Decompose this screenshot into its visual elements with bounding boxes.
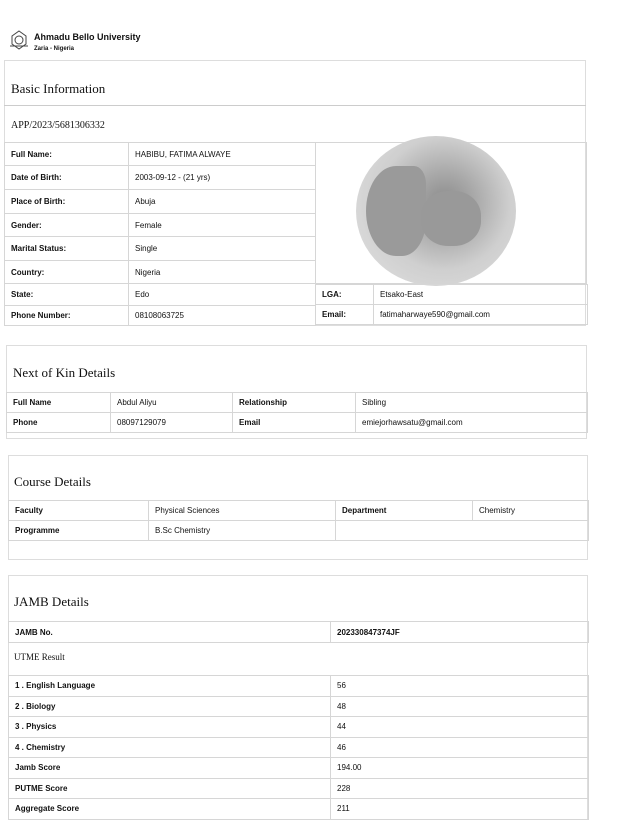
table-row [9, 778, 589, 799]
table-row [5, 190, 316, 214]
basic-info-title: Basic Information [11, 81, 106, 96]
field-value: Single [129, 237, 316, 261]
table-row [5, 284, 316, 306]
empty-cell [336, 521, 589, 541]
table-row [5, 237, 316, 261]
table-row [9, 696, 589, 717]
field-label: State: [5, 284, 129, 306]
jamb-title: JAMB Details [14, 594, 89, 609]
university-location: Zaria - Nigeria [34, 46, 75, 52]
field-value: 08108063725 [129, 306, 316, 326]
utme-result-title: UTME Result [14, 652, 65, 662]
table-row [9, 758, 589, 779]
divider [4, 105, 586, 106]
table-row [5, 214, 316, 237]
field-label: Place of Birth: [5, 190, 129, 214]
score-label: Aggregate Score [9, 799, 331, 820]
utme-result-table [8, 675, 589, 820]
field-label: Faculty [9, 501, 149, 521]
field-value: Sibling [356, 393, 588, 413]
table-row [316, 285, 588, 305]
lga-email-table [315, 284, 588, 325]
field-label: Gender: [5, 214, 129, 237]
subject-label: 3 . Physics [9, 717, 331, 738]
table-row [316, 305, 588, 325]
score-value: 46 [331, 737, 589, 758]
table-row [5, 166, 316, 190]
field-label: JAMB No. [9, 622, 331, 643]
field-label: Email [233, 413, 356, 433]
score-value: 194.00 [331, 758, 589, 779]
table-row [9, 501, 589, 521]
field-label: Programme [9, 521, 149, 541]
table-row [9, 676, 589, 697]
field-label: Phone [7, 413, 111, 433]
field-label: LGA: [316, 285, 374, 305]
subject-label: 1 . English Language [9, 676, 331, 697]
table-row [5, 306, 316, 326]
applicant-photo [356, 136, 516, 286]
table-row [9, 717, 589, 738]
field-label: Full Name: [5, 143, 129, 166]
university-name: Ahmadu Bello University [34, 32, 141, 42]
field-label: Phone Number: [5, 306, 129, 326]
score-value: 211 [331, 799, 589, 820]
field-label: Full Name [7, 393, 111, 413]
score-label: PUTME Score [9, 778, 331, 799]
table-row [5, 143, 316, 166]
field-label: Department [336, 501, 473, 521]
field-value: emiejorhawsatu@gmail.com [356, 413, 588, 433]
table-row [9, 737, 589, 758]
score-value: 44 [331, 717, 589, 738]
field-value: Etsako-East [374, 285, 588, 305]
next-of-kin-title: Next of Kin Details [13, 365, 116, 380]
field-value: 202330847374JF [331, 622, 589, 643]
field-value: Nigeria [129, 261, 316, 284]
jamb-number-table [8, 621, 589, 643]
field-label: Date of Birth: [5, 166, 129, 190]
application-number: APP/2023/5681306332 [11, 120, 105, 131]
field-value: Abuja [129, 190, 316, 214]
basic-info-table [4, 142, 316, 326]
score-value: 48 [331, 696, 589, 717]
field-value: 2003-09-12 - (21 yrs) [129, 166, 316, 190]
field-label: Relationship [233, 393, 356, 413]
field-value: Physical Sciences [149, 501, 336, 521]
field-value: Edo [129, 284, 316, 306]
field-label: Email: [316, 305, 374, 325]
course-title: Course Details [14, 474, 91, 489]
field-label: Marital Status: [5, 237, 129, 261]
university-logo [9, 30, 29, 50]
field-value: Abdul Aliyu [111, 393, 233, 413]
table-row [5, 261, 316, 284]
score-value: 228 [331, 778, 589, 799]
field-value: 08097129079 [111, 413, 233, 433]
table-row [9, 799, 589, 820]
field-value: B.Sc Chemistry [149, 521, 336, 541]
field-value: Female [129, 214, 316, 237]
field-label: Country: [5, 261, 129, 284]
course-table [8, 500, 589, 541]
table-row [7, 413, 588, 433]
field-value: Chemistry [473, 501, 589, 521]
subject-label: 4 . Chemistry [9, 737, 331, 758]
field-value: HABIBU, FATIMA ALWAYE [129, 143, 316, 166]
score-label: Jamb Score [9, 758, 331, 779]
table-row [9, 521, 589, 541]
table-row [9, 622, 589, 643]
next-of-kin-table [6, 392, 588, 433]
subject-label: 2 . Biology [9, 696, 331, 717]
table-row [7, 393, 588, 413]
field-value: fatimaharwaye590@gmail.com [374, 305, 588, 325]
score-value: 56 [331, 676, 589, 697]
